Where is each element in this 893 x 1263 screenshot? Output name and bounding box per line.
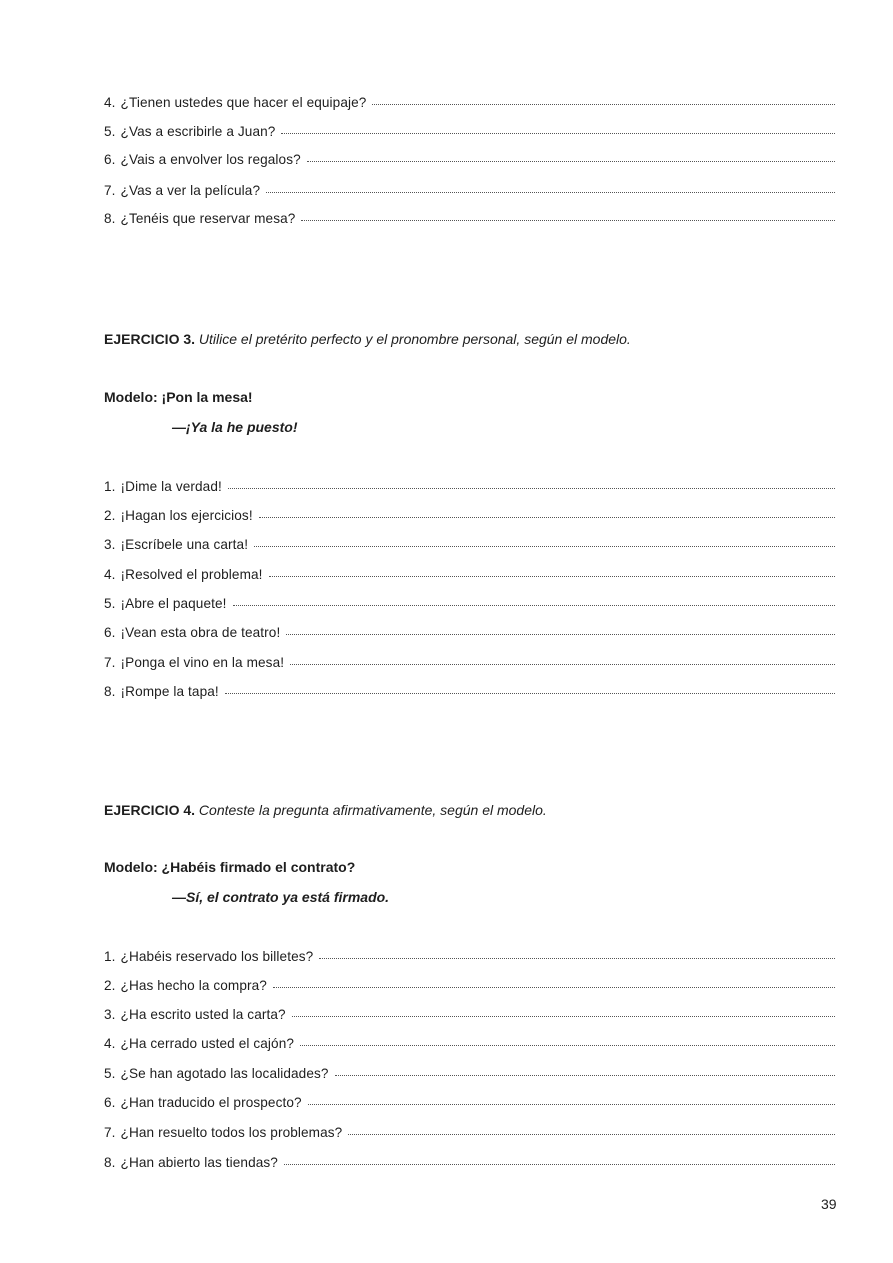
item-text: ¡Dime la verdad!	[120, 479, 222, 494]
item-number: 3.	[104, 1007, 116, 1022]
model-prompt: ¿Habéis firmado el contrato?	[161, 859, 356, 875]
item-text: ¡Hagan los ejercicios!	[120, 508, 253, 523]
item-text: ¡Rompe la tapa!	[120, 684, 219, 699]
answer-dotted-line	[266, 192, 835, 193]
item-text: ¿Han abierto las tiendas?	[120, 1155, 278, 1170]
item-number: 2.	[104, 978, 116, 993]
item-text: ¿Vais a envolver los regalos?	[120, 152, 301, 167]
model-prompt: ¡Pon la mesa!	[161, 389, 253, 405]
exercise-4-model-answer: —Sí, el contrato ya está firmado.	[172, 889, 390, 905]
exercise-item	[104, 95, 835, 110]
exercise-item	[104, 1007, 835, 1022]
exercise-item	[104, 1066, 835, 1081]
answer-dotted-line	[281, 133, 835, 134]
exercise-item	[104, 537, 835, 552]
item-text: ¡Escríbele una carta!	[120, 537, 249, 552]
item-number: 5.	[104, 1066, 116, 1081]
exercise-item	[104, 183, 835, 198]
item-number: 2.	[104, 508, 116, 523]
exercise-4-heading	[104, 802, 547, 818]
model-label: Modelo:	[104, 389, 158, 405]
exercise-item	[104, 949, 835, 964]
item-number: 8.	[104, 1155, 116, 1170]
item-text: ¿Has hecho la compra?	[120, 978, 267, 993]
item-text: ¡Resolved el problema!	[120, 567, 263, 582]
exercise-4-instruction: Conteste la pregunta afirmativamente, según el modelo.	[198, 802, 547, 818]
answer-dotted-line	[225, 693, 835, 694]
answer-dotted-line	[284, 1164, 835, 1165]
item-text: ¿Han traducido el prospecto?	[120, 1095, 302, 1110]
answer-dotted-line	[335, 1075, 835, 1076]
answer-dotted-line	[273, 987, 835, 988]
item-text: ¡Ponga el vino en la mesa!	[120, 655, 285, 670]
exercise-item	[104, 152, 835, 167]
exercise-4-model	[104, 859, 355, 875]
answer-dotted-line	[254, 546, 835, 547]
item-number: 6.	[104, 1095, 116, 1110]
item-text: ¿Se han agotado las localidades?	[120, 1066, 329, 1081]
item-text: ¿Tenéis que reservar mesa?	[120, 211, 296, 226]
item-number: 5.	[104, 124, 116, 139]
item-text: ¿Vas a ver la película?	[120, 183, 261, 198]
model-label: Modelo:	[104, 859, 158, 875]
item-number: 6.	[104, 625, 116, 640]
item-number: 4.	[104, 1036, 116, 1051]
exercise-3-instruction: Utilice el pretérito perfecto y el pronombre personal, según el modelo.	[198, 331, 631, 347]
exercise-3-heading	[104, 331, 631, 347]
item-number: 7.	[104, 655, 116, 670]
answer-dotted-line	[300, 1045, 835, 1046]
exercise-item	[104, 508, 835, 523]
item-text: ¿Han resuelto todos los problemas?	[120, 1125, 343, 1140]
exercise-item	[104, 684, 835, 699]
exercise-4-title: EJERCICIO 4.	[104, 802, 196, 818]
item-text: ¡Vean esta obra de teatro!	[120, 625, 281, 640]
answer-dotted-line	[301, 220, 835, 221]
answer-dotted-line	[269, 576, 835, 577]
exercise-item	[104, 596, 835, 611]
exercise-item	[104, 211, 835, 226]
exercise-item	[104, 1095, 835, 1110]
exercise-item	[104, 479, 835, 494]
answer-dotted-line	[372, 104, 835, 105]
answer-dotted-line	[259, 517, 835, 518]
item-number: 7.	[104, 1125, 116, 1140]
answer-dotted-line	[348, 1134, 835, 1135]
answer-dotted-line	[233, 605, 835, 606]
item-number: 1.	[104, 479, 116, 494]
exercise-item	[104, 567, 835, 582]
exercise-item	[104, 978, 835, 993]
item-number: 8.	[104, 684, 116, 699]
item-number: 3.	[104, 537, 116, 552]
exercise-item	[104, 1155, 835, 1170]
exercise-item	[104, 1036, 835, 1051]
item-number: 7.	[104, 183, 116, 198]
item-text: ¿Tienen ustedes que hacer el equipaje?	[120, 95, 367, 110]
answer-dotted-line	[228, 488, 835, 489]
exercise-item	[104, 1125, 835, 1140]
page-number: 39	[821, 1196, 837, 1212]
item-number: 1.	[104, 949, 116, 964]
item-number: 8.	[104, 211, 116, 226]
answer-dotted-line	[290, 664, 835, 665]
exercise-3-model	[104, 389, 253, 405]
item-text: ¿Habéis reservado los billetes?	[120, 949, 314, 964]
answer-dotted-line	[308, 1104, 835, 1105]
answer-dotted-line	[286, 634, 835, 635]
item-number: 5.	[104, 596, 116, 611]
item-number: 6.	[104, 152, 116, 167]
item-number: 4.	[104, 95, 116, 110]
item-text: ¿Ha cerrado usted el cajón?	[120, 1036, 295, 1051]
exercise-item	[104, 625, 835, 640]
exercise-3-model-answer: —¡Ya la he puesto!	[172, 419, 298, 435]
item-text: ¡Abre el paquete!	[120, 596, 227, 611]
exercise-item	[104, 655, 835, 670]
item-text: ¿Ha escrito usted la carta?	[120, 1007, 286, 1022]
answer-dotted-line	[319, 958, 835, 959]
exercise-3-title: EJERCICIO 3.	[104, 331, 196, 347]
exercise-item	[104, 124, 835, 139]
item-text: ¿Vas a escribirle a Juan?	[120, 124, 276, 139]
answer-dotted-line	[292, 1016, 835, 1017]
item-number: 4.	[104, 567, 116, 582]
answer-dotted-line	[307, 161, 835, 162]
